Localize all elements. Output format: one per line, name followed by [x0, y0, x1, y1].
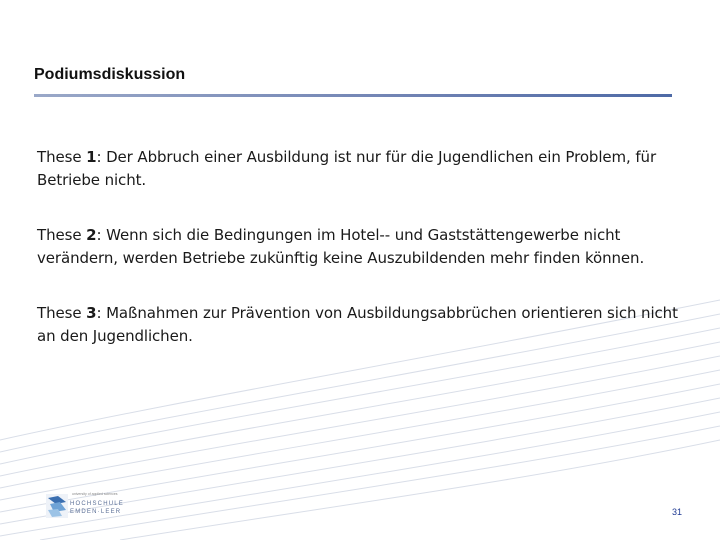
slide-title: Podiumsdiskussion [34, 66, 186, 83]
thesis-text: Wenn sich die Bedingungen im Hotel-- und Gaststättengewerbe nicht verändern, werden Betriebe zukünftig keine Auszubildenden mehr finden können. [37, 226, 645, 267]
thesis-1 [37, 146, 687, 192]
thesis-2 [37, 224, 687, 270]
thesis-text: Maßnahmen zur Prävention von Ausbildungsabbrüchen orientieren sich nicht an den Jugendlichen. [37, 304, 678, 345]
thesis-label: These 3: [37, 304, 107, 322]
theses-list [37, 146, 687, 380]
thesis-label: These 1: [37, 148, 107, 166]
thesis-label: These 2: [37, 226, 107, 244]
title-divider [34, 94, 672, 97]
page-number: 31 [672, 507, 683, 517]
logo-wordmark: HOCHSCHULE EMDEN·LEER [70, 501, 125, 515]
thesis-3 [37, 302, 687, 348]
thesis-text: Der Abbruch einer Ausbildung ist nur für die Jugendlichen ein Problem, für Betriebe nicht. [37, 148, 657, 189]
logo-tagline: university of applied sciences [72, 492, 118, 496]
